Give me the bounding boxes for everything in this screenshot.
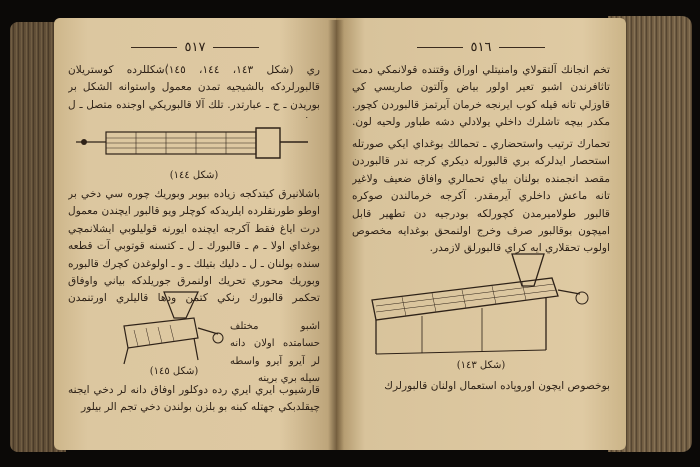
- figure-143-illustration: [362, 250, 592, 358]
- book-gutter: [328, 20, 344, 450]
- open-book: [10, 8, 692, 460]
- figure-144-caption: (شكل ١٤٤): [169, 170, 219, 181]
- right-page: [336, 18, 626, 450]
- figure-143-caption: (شكل ١٤٣): [456, 360, 506, 371]
- right-page-number: ٥١٦: [336, 40, 626, 55]
- right-bottom-line: بوخصوص ايچون اوروپاده استعمال اولنان قالبورلرك: [384, 380, 610, 392]
- figure-145-caption: (شكل ١٤٥): [149, 366, 199, 377]
- left-middle-text: باشلانيرق كيتدكجه زياده بيوبر وبوريك چوره سي دخي بر اوطو طورنقلرده ايلريدكه كوچلر ويو قالبور ايچندن معمول درت اياغ فقط آكرجه ايچنده ايورنه قوليلوبي ايشلانمچي بوغداي اولا ـ م ـ قالبورك ـ ل ـ كتسنه قوتوبي آت قطعه سنده بولنان ـ ل ـ دليك بتيلك ـ و ـ اولوغدن كچرك قالبوره وبوريك محوري تحريك اولنمرق جوريلدكه بياني واوفاق تحكمر قالبورك رنكي كتمن ودها قاليلري اورتنمدن: [68, 188, 320, 305]
- left-page: [54, 18, 336, 450]
- figure-145-illustration: [94, 288, 224, 366]
- figure-144-illustration: [76, 122, 316, 170]
- left-side-text: اشبو مختلف حسامتده اولان دانه لر آيرو آيرو واسطه سيله بري برينه: [230, 321, 320, 385]
- right-top-text: تخم انجانك آلتقولاي وامنيتلي اوراق وقتنده قولانمكي دمت تاثافرندن اشبو تعير اولور بياض وآلتون صاريسي كي قاوزلي تانه قيله كوب ايرنجه خرمان آيرتمز قالبوردن كچور. مكدر بيچه تاشلرك داخلي يولادلي دشه طباور ولحيه لون.: [352, 64, 610, 129]
- left-top-text: ري (شكل ١٤٣، ١٤٤، ١٤٥)ٰشكللرده كوستريلان قالبورلردكه بالشيجيه تمدن معمول واستوانه الشكل بر بوريدن ـ ح ـ عبارتدر. تلك آلا قالبوريكي اوجنده متصل ـ ل: [68, 64, 320, 111]
- left-page-number: ٥١٧: [54, 40, 336, 55]
- right-section-text: تحمارك ترتيب واستحضاري ـ تحمالك بوغداي ايكي صورتله استحصار ايدلركه بري قالبورله ديكري كرجه ندر قالبوردن مقصد انجمنده بولنان بياي تحمالري وافاق ضعيف ولاغير تانه ماعش داخلري آيرمقدر. آكرجه خرمالندن صوكره قالبور طولاميرمدن كچورلكه بودرجيه دن تطهير قابل اميچون بوقالبور صرف وخرج اولنمحق بوغدايه مخصوص اولوب تحقلاري ايه كراي قالبورلق لازمدر.: [352, 138, 610, 255]
- left-bottom-text: قارشيوب ايري ايري رده دوكلور اوفاق دانه لر دخي ايجنه چيقلدبكي جهتله كبنه بو بلزن بولندن دخي تجم الر بيلور: [68, 384, 320, 414]
